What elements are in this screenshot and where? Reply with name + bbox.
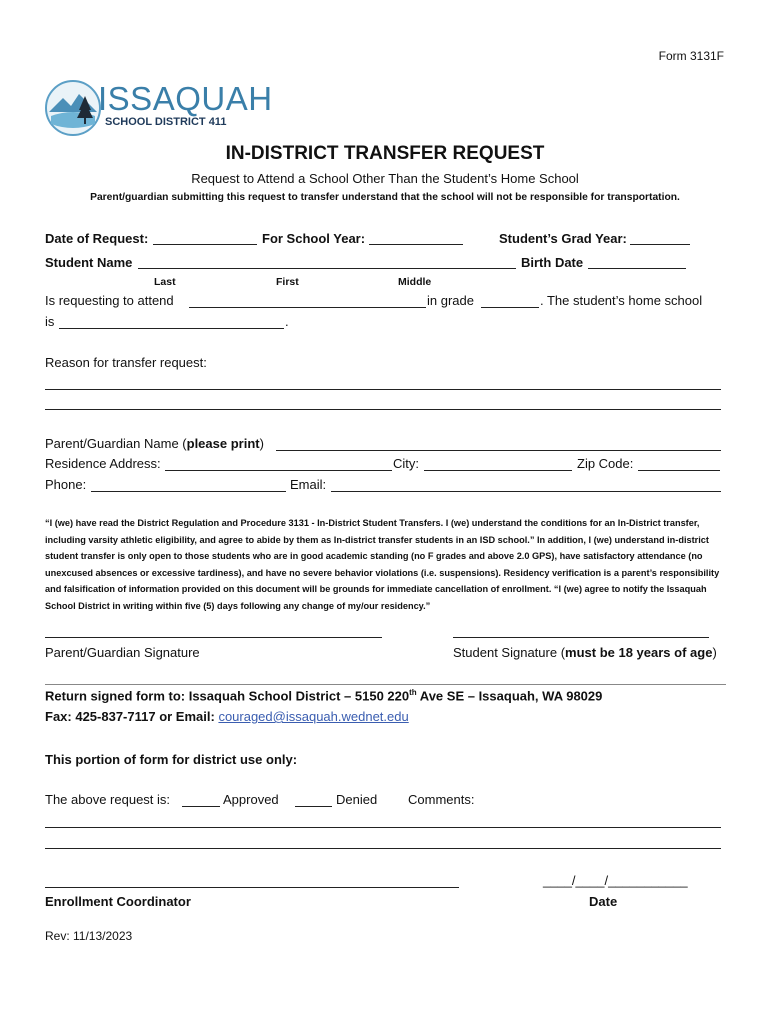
comments-line-2[interactable] — [45, 848, 721, 849]
phone-label: Phone: — [45, 477, 87, 492]
guardian-signature-label: Parent/Guardian Signature — [45, 645, 200, 660]
student-signature-label: Student Signature (must be 18 years of age) — [453, 645, 717, 660]
in-grade-label: in grade — [427, 293, 474, 308]
last-name-caption: Last — [154, 276, 176, 288]
approved-blank[interactable] — [182, 806, 220, 807]
school-year-label: For School Year: — [262, 231, 366, 246]
district-use-heading: This portion of form for district use only: — [45, 752, 298, 767]
page-title: IN-DISTRICT TRANSFER REQUEST — [225, 143, 545, 164]
reason-label: Reason for transfer request: — [45, 355, 207, 370]
date-label: Date — [589, 894, 618, 909]
zip-field[interactable] — [638, 470, 720, 471]
requested-school-field[interactable] — [189, 307, 426, 308]
form-number: Form 3131F — [658, 49, 724, 63]
return-address: Return signed form to: Issaquah School District – 5150 220th Ave SE – Issaquah, WA 98029 — [45, 688, 603, 704]
guardian-signature-line[interactable] — [45, 637, 382, 638]
section-divider — [45, 684, 726, 685]
home-school-period: . — [285, 314, 289, 329]
district-logo-icon — [45, 80, 105, 136]
revision-date: Rev: 11/13/2023 — [45, 929, 133, 943]
email-label: Email: — [290, 477, 327, 492]
coordinator-signature-line[interactable] — [45, 887, 459, 888]
student-name-field[interactable] — [138, 268, 516, 269]
guardian-name-label: Parent/Guardian Name (please print) — [45, 436, 264, 451]
school-year-field[interactable] — [369, 244, 463, 245]
date-of-request-label: Date of Request: — [45, 231, 149, 246]
denied-blank[interactable] — [295, 806, 332, 807]
home-school-label: . The student’s home school — [540, 293, 703, 308]
requesting-label: Is requesting to attend — [45, 293, 174, 308]
coordinator-label: Enrollment Coordinator — [45, 894, 191, 909]
city-field[interactable] — [424, 470, 572, 471]
home-school-field[interactable] — [59, 328, 284, 329]
guardian-name-field[interactable] — [276, 450, 721, 451]
grad-year-field[interactable] — [630, 244, 690, 245]
is-label: is — [45, 314, 55, 329]
reason-line-2[interactable] — [45, 409, 721, 410]
student-signature-line[interactable] — [453, 637, 709, 638]
comments-label: Comments: — [408, 792, 475, 807]
student-name-label: Student Name — [45, 255, 133, 270]
birth-date-field[interactable] — [588, 268, 686, 269]
residence-field[interactable] — [165, 470, 392, 471]
agreement-text: “I (we) have read the District Regulation and Procedure 3131 - In-District Student Transfers. I (we) understand the conditions for an In-District transfer, including varsity athletic eligibility, and agree to abide by them as In-district transfer students in an ISD school.” In addition, I (we) understand in-district student transfer is only open to those students who are in good academic standing (no F grades and above 2.0 GPS), have satisfactory attendance (no unexcused absences or excessive tardiness), and have no severe behavior violations (i.e. suspensions). Residency verification is a parent’s responsibility and falsification of information provided on this document will be grounds for immediate cancellation of enrollment. “I (we) agree to notify the Issaquah School District in writing within five (5) days following any change of my/our residency.” — [45, 518, 720, 611]
return-email-link[interactable]: couraged@issaquah.wednet.edu — [218, 709, 409, 724]
date-blank[interactable]: ____/____/___________ — [543, 873, 688, 888]
grad-year-label: Student’s Grad Year: — [499, 231, 627, 246]
logo-subtitle: SCHOOL DISTRICT 411 — [105, 116, 227, 128]
email-field[interactable] — [331, 491, 721, 492]
page-subtitle: Request to Attend a School Other Than the Student’s Home School — [191, 171, 579, 186]
logo-name: ISSAQUAH — [98, 80, 273, 117]
zip-label: Zip Code: — [577, 456, 634, 471]
request-is-label: The above request is: — [45, 792, 171, 807]
middle-name-caption: Middle — [398, 276, 432, 288]
city-label: City: — [393, 456, 419, 471]
denied-label: Denied — [336, 792, 378, 807]
comments-line-1[interactable] — [45, 827, 721, 828]
approved-label: Approved — [223, 792, 279, 807]
first-name-caption: First — [276, 276, 299, 288]
grade-field[interactable] — [481, 307, 539, 308]
date-of-request-field[interactable] — [153, 244, 257, 245]
birth-date-label: Birth Date — [521, 255, 584, 270]
transportation-notice: Parent/guardian submitting this request to transfer understand that the school will not be responsible for transportation. — [90, 192, 680, 203]
reason-line-1[interactable] — [45, 389, 721, 390]
phone-field[interactable] — [91, 491, 286, 492]
return-fax-email: Fax: 425-837-7117 or Email: couraged@issaquah.wednet.edu — [45, 709, 409, 724]
residence-label: Residence Address: — [45, 456, 161, 471]
